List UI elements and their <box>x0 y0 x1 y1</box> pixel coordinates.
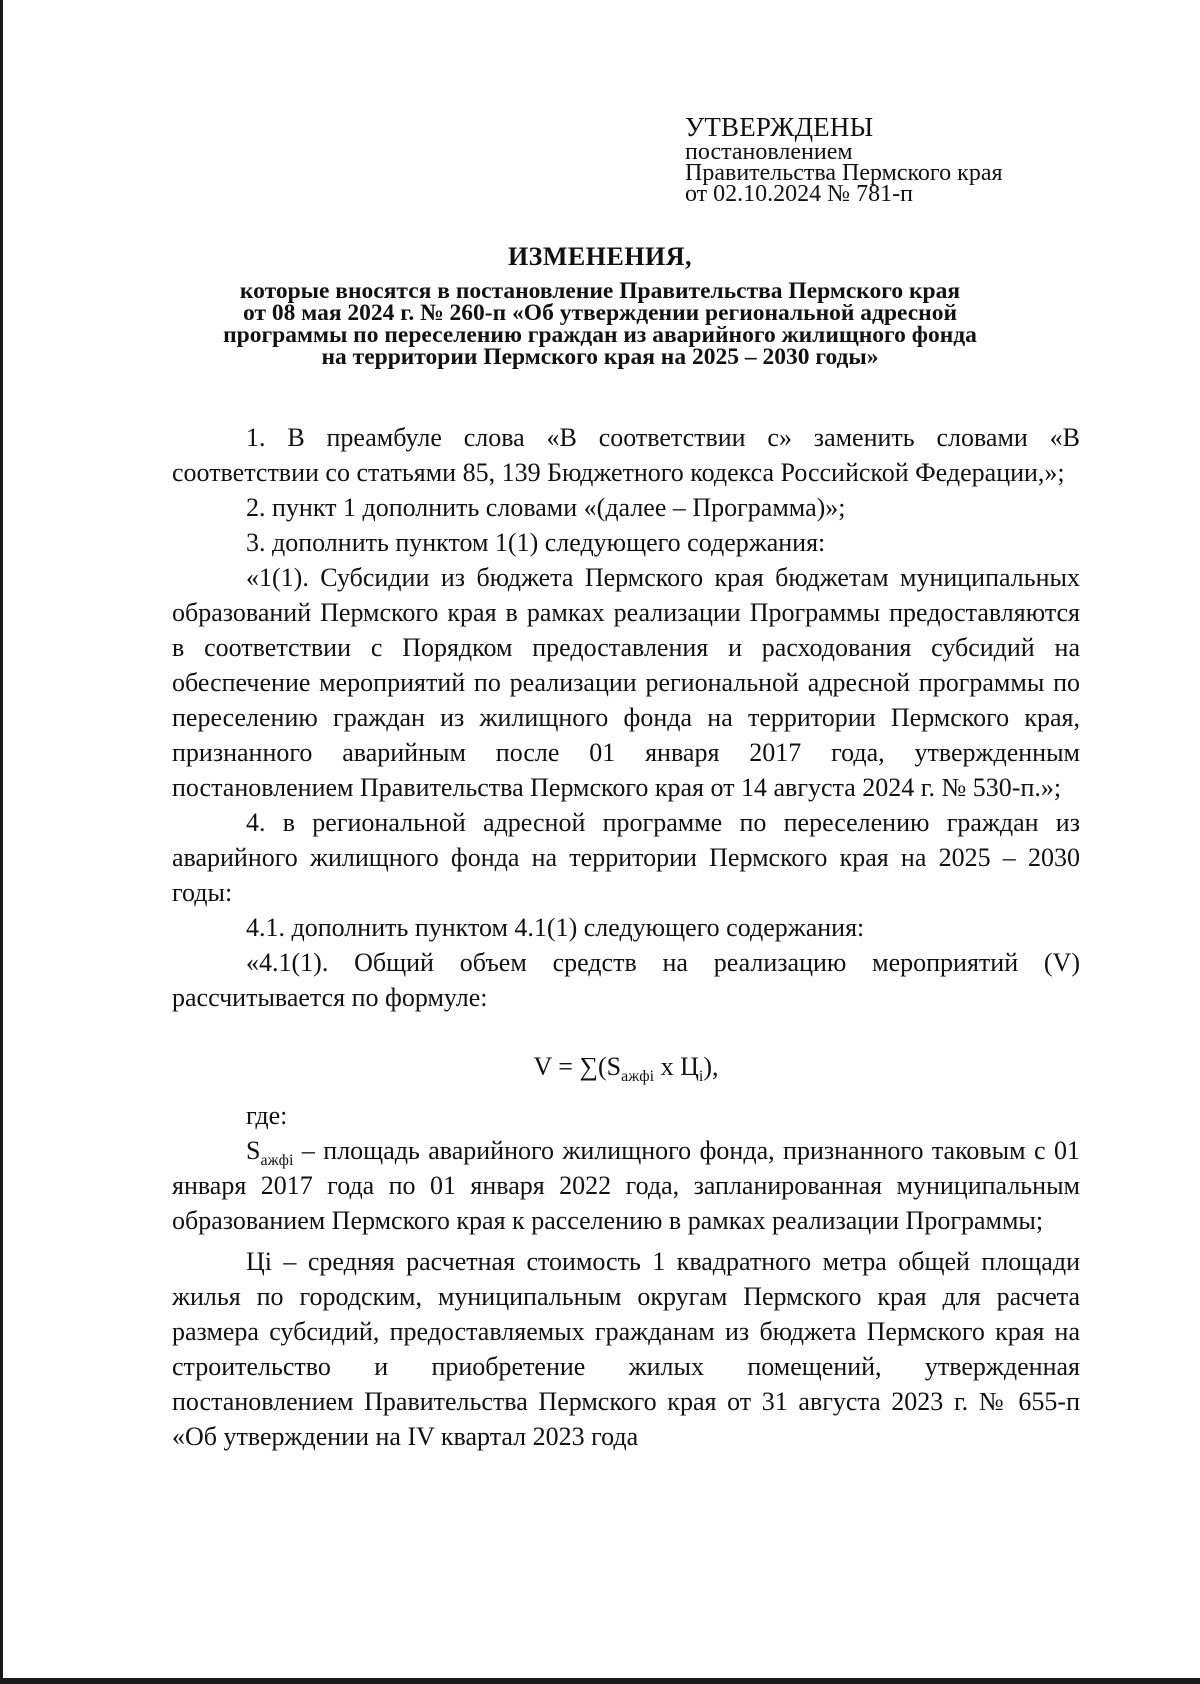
scan-edge-left <box>0 0 3 1684</box>
s-definition: – площадь аварийного жилищного фонда, признанного таковым с 01 января 2017 года по 01 января 2022 года, запланированная муниципальным образованием Пермского края к расселению в рамках реализации Программы; <box>172 1136 1080 1235</box>
document-title: ИЗМЕНЕНИЯ, <box>507 242 693 271</box>
formula <box>172 1049 1080 1084</box>
paragraph-2: 2. пункт 1 дополнить словами «(далее – Программа)»; <box>246 493 846 522</box>
s-symbol: S <box>246 1136 261 1165</box>
subtitle-line: от 08 мая 2024 г. № 260-п «Об утверждении региональной адресной <box>243 300 957 326</box>
formula-left: V = ∑(S <box>533 1052 622 1081</box>
approval-line: Правительства Пермского края <box>685 160 1003 186</box>
definition-s <box>172 1133 1080 1238</box>
paragraph-3: 3. дополнить пунктом 1(1) следующего содержания: <box>246 528 826 557</box>
subtitle-line: которые вносятся в постановление Правительства Пермского края <box>239 278 961 304</box>
subtitle-line: программы по переселению граждан из аварийного жилищного фонда <box>223 322 977 348</box>
paragraph-4: «1(1). Субсидии из бюджета Пермского края бюджетам муниципальных образований Пермского края в рамках реализации Программы предоставляются в соответствии с Порядком предоставления и расходования субсидий на обеспечение мероприятий по реализации региональной адресной программы по переселению граждан из жилищного фонда на территории Пермского края, признанного аварийным после 01 января 2017 года, утвержденным постановлением Правительства Пермского края от 14 августа 2024 г. № 530-п.»; <box>172 563 1080 802</box>
paragraph-5: 4. в региональной адресной программе по переселению граждан из аварийного жилищного фонда на территории Пермского края на 2025 – 2030 годы: <box>172 808 1080 907</box>
paragraph-7: «4.1(1). Общий объем средств на реализацию мероприятий (V) рассчитывается по формуле: <box>172 948 1080 1012</box>
approval-line: постановлением <box>685 139 853 165</box>
document-subtitle <box>120 280 1080 368</box>
formula-mid: x Ц <box>654 1052 699 1081</box>
definition-c: Цi – средняя расчетная стоимость 1 квадратного метра общей площади жилья по городским, муниципальным округам Пермского края для расчета размера субсидий, предоставляемых гражданам из бюджета Пермского края на строительство и приобретение жилых помещений, утвержденная постановлением Правительства Пермского края от 31 августа 2023 г. № 655-п «Об утверждении на IV квартал 2023 года <box>172 1247 1080 1451</box>
paragraph-6: 4.1. дополнить пунктом 4.1(1) следующего содержания: <box>246 913 865 942</box>
subtitle-line: на территории Пермского края на 2025 – 2030 годы» <box>321 344 879 370</box>
approval-line: от 02.10.2024 № 781-п <box>685 181 913 207</box>
approval-heading: УТВЕРЖДЕНЫ <box>685 112 874 142</box>
formula-right: ), <box>703 1052 719 1081</box>
formula-subscript: ажфi <box>621 1068 655 1086</box>
where-label: где: <box>246 1101 288 1130</box>
approval-block <box>685 112 1105 205</box>
document-body <box>172 420 1080 1454</box>
formula-subscript: i <box>698 1068 704 1086</box>
s-subscript: ажфi <box>260 1152 294 1170</box>
paragraph-1: 1. В преамбуле слова «В соответствии с» заменить словами «В соответствии со статьями 85, 139 Бюджетного кодекса Российской Федерации,»; <box>172 423 1080 487</box>
scan-edge-bottom <box>0 1678 1200 1684</box>
